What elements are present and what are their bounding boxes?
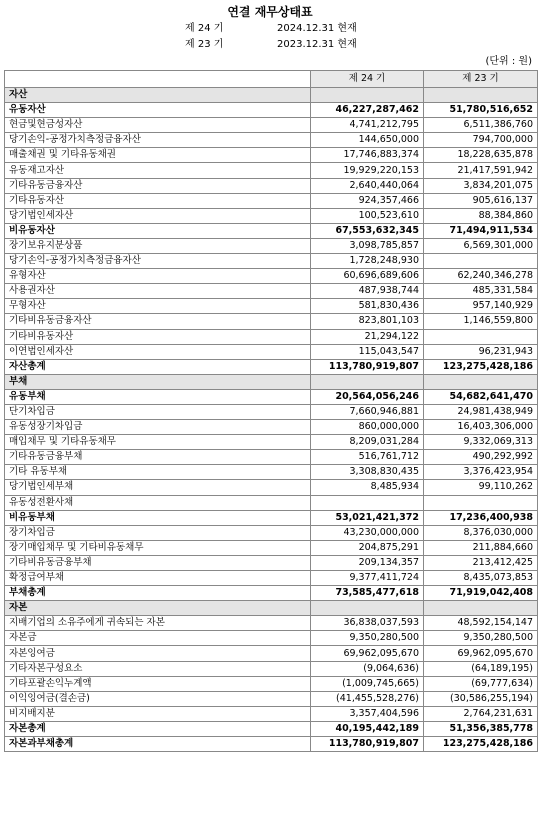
value-current-period: 113,780,919,807 [311, 359, 424, 374]
account-name: 현금및현금성자산 [5, 118, 311, 133]
table-row [5, 374, 538, 389]
value-prior-period: 2,764,231,631 [424, 706, 538, 721]
value-current-period: 19,929,220,153 [311, 163, 424, 178]
value-current-period: 69,962,095,670 [311, 646, 424, 661]
value-prior-period [424, 254, 538, 269]
value-current-period: 46,227,287,462 [311, 103, 424, 118]
table-row [5, 223, 538, 238]
value-current-period [311, 374, 424, 389]
table-row [5, 299, 538, 314]
value-current-period: 144,650,000 [311, 133, 424, 148]
value-current-period: 113,780,919,807 [311, 737, 424, 752]
period-prior-label: 제 23 기 [185, 39, 224, 50]
period-current-date: 2024.12.31 현재 [277, 23, 357, 34]
table-row [5, 314, 538, 329]
value-current-period: 3,098,785,857 [311, 238, 424, 253]
table-row [5, 344, 538, 359]
table-row [5, 525, 538, 540]
value-prior-period: 123,275,428,186 [424, 737, 538, 752]
account-name: 유형자산 [5, 269, 311, 284]
value-current-period: 53,021,421,372 [311, 510, 424, 525]
table-row [5, 465, 538, 480]
table-row [5, 435, 538, 450]
table-row [5, 737, 538, 752]
value-prior-period: 24,981,438,949 [424, 404, 538, 419]
value-current-period: 8,209,031,284 [311, 435, 424, 450]
value-prior-period: (64,189,195) [424, 661, 538, 676]
value-current-period: 17,746,883,374 [311, 148, 424, 163]
value-prior-period: 99,110,262 [424, 480, 538, 495]
value-prior-period: 51,356,385,778 [424, 721, 538, 736]
table-row [5, 721, 538, 736]
account-name: 기타포괄손익누계액 [5, 676, 311, 691]
value-current-period: 9,350,280,500 [311, 631, 424, 646]
account-name: 기타비유동금융부채 [5, 555, 311, 570]
account-name: 기타자본구성요소 [5, 661, 311, 676]
header-account [5, 71, 311, 88]
table-row [5, 495, 538, 510]
value-prior-period: 51,780,516,652 [424, 103, 538, 118]
table-row [5, 676, 538, 691]
value-prior-period: 21,417,591,942 [424, 163, 538, 178]
account-name: 기타유동금융자산 [5, 178, 311, 193]
value-current-period [311, 88, 424, 103]
value-current-period: 43,230,000,000 [311, 525, 424, 540]
table-row [5, 329, 538, 344]
value-prior-period: 71,919,042,408 [424, 586, 538, 601]
statement-title: 연결 재무상태표 [227, 5, 313, 19]
value-prior-period: 485,331,584 [424, 284, 538, 299]
account-name: 매입채무 및 기타유동채무 [5, 435, 311, 450]
value-prior-period: 213,412,425 [424, 555, 538, 570]
value-prior-period [424, 88, 538, 103]
account-name: 비지배지분 [5, 706, 311, 721]
value-current-period: 487,938,744 [311, 284, 424, 299]
table-row [5, 631, 538, 646]
period-prior-date: 2023.12.31 현재 [277, 39, 357, 50]
value-current-period: 73,585,477,618 [311, 586, 424, 601]
value-current-period: 209,134,357 [311, 555, 424, 570]
balance-sheet-table [4, 70, 538, 752]
account-name: 매출채권 및 기타유동채권 [5, 148, 311, 163]
value-current-period: (1,009,745,665) [311, 676, 424, 691]
value-prior-period: 69,962,095,670 [424, 646, 538, 661]
table-row [5, 420, 538, 435]
table-row [5, 571, 538, 586]
value-current-period: 7,660,946,881 [311, 404, 424, 419]
account-name: 부채 [5, 374, 311, 389]
account-name: 당기손익-공정가치측정금융자산 [5, 133, 311, 148]
table-row [5, 404, 538, 419]
unit-label: (단위 : 원) [485, 56, 532, 67]
table-row [5, 555, 538, 570]
account-name: 사용권자산 [5, 284, 311, 299]
value-current-period: 115,043,547 [311, 344, 424, 359]
value-current-period: 924,357,466 [311, 193, 424, 208]
table-row [5, 103, 538, 118]
account-name: 당기법인세부채 [5, 480, 311, 495]
account-name: 기타비유동자산 [5, 329, 311, 344]
account-name: 장기보유지분상품 [5, 238, 311, 253]
account-name: 기타유동금융부채 [5, 450, 311, 465]
table-row [5, 118, 538, 133]
table-row [5, 601, 538, 616]
account-name: 유동재고자산 [5, 163, 311, 178]
value-current-period: 40,195,442,189 [311, 721, 424, 736]
account-name: 비유동부채 [5, 510, 311, 525]
value-prior-period: 1,146,559,800 [424, 314, 538, 329]
table-row [5, 480, 538, 495]
value-current-period: 204,875,291 [311, 540, 424, 555]
account-name: 유동자산 [5, 103, 311, 118]
value-current-period: 8,485,934 [311, 480, 424, 495]
account-name: 이연법인세자산 [5, 344, 311, 359]
header-current-period: 제 24 기 [311, 71, 424, 88]
value-prior-period: 62,240,346,278 [424, 269, 538, 284]
value-prior-period: 88,384,860 [424, 208, 538, 223]
value-prior-period: 48,592,154,147 [424, 616, 538, 631]
value-prior-period [424, 329, 538, 344]
value-prior-period [424, 374, 538, 389]
value-current-period: 4,741,212,795 [311, 118, 424, 133]
account-name: 장기차입금 [5, 525, 311, 540]
account-name: 무형자산 [5, 299, 311, 314]
value-prior-period: 211,884,660 [424, 540, 538, 555]
value-current-period: 100,523,610 [311, 208, 424, 223]
account-name: 장기매입채무 및 기타비유동채무 [5, 540, 311, 555]
table-row [5, 284, 538, 299]
table-row [5, 88, 538, 103]
table-row [5, 359, 538, 374]
value-prior-period: 6,569,301,000 [424, 238, 538, 253]
value-prior-period: 9,350,280,500 [424, 631, 538, 646]
value-prior-period: 8,435,073,853 [424, 571, 538, 586]
value-prior-period [424, 601, 538, 616]
account-name: 자본 [5, 601, 311, 616]
value-prior-period: 123,275,428,186 [424, 359, 538, 374]
value-current-period [311, 495, 424, 510]
value-current-period: 67,553,632,345 [311, 223, 424, 238]
table-row [5, 616, 538, 631]
account-name: 유동성장기차입금 [5, 420, 311, 435]
table-row [5, 389, 538, 404]
table-row [5, 178, 538, 193]
value-prior-period: 6,511,386,760 [424, 118, 538, 133]
value-prior-period: 54,682,641,470 [424, 389, 538, 404]
account-name: 이익잉여금(결손금) [5, 691, 311, 706]
value-prior-period: 794,700,000 [424, 133, 538, 148]
value-current-period: (9,064,636) [311, 661, 424, 676]
value-prior-period: 17,236,400,938 [424, 510, 538, 525]
account-name: 당기법인세자산 [5, 208, 311, 223]
table-header-row [5, 71, 538, 88]
table-row [5, 148, 538, 163]
value-prior-period: 16,403,306,000 [424, 420, 538, 435]
header-prior-period: 제 23 기 [424, 71, 538, 88]
value-current-period: 60,696,689,606 [311, 269, 424, 284]
value-prior-period: 957,140,929 [424, 299, 538, 314]
value-prior-period: 905,616,137 [424, 193, 538, 208]
value-prior-period: (69,777,634) [424, 676, 538, 691]
value-prior-period: (30,586,255,194) [424, 691, 538, 706]
table-row [5, 163, 538, 178]
value-current-period: 860,000,000 [311, 420, 424, 435]
account-name: 자본과부채총계 [5, 737, 311, 752]
value-current-period [311, 601, 424, 616]
value-prior-period: 18,228,635,878 [424, 148, 538, 163]
value-current-period: 3,308,830,435 [311, 465, 424, 480]
table-row [5, 208, 538, 223]
account-name: 기타비유동금융자산 [5, 314, 311, 329]
value-current-period: 3,357,404,596 [311, 706, 424, 721]
table-row [5, 254, 538, 269]
value-prior-period: 71,494,911,534 [424, 223, 538, 238]
account-name: 자본잉여금 [5, 646, 311, 661]
account-name: 비유동자산 [5, 223, 311, 238]
table-row [5, 269, 538, 284]
account-name: 기타 유동부채 [5, 465, 311, 480]
account-name: 부채총계 [5, 586, 311, 601]
table-row [5, 586, 538, 601]
table-row [5, 238, 538, 253]
account-name: 유동부채 [5, 389, 311, 404]
account-name: 자산 [5, 88, 311, 103]
account-name: 당기손익-공정가치측정금융자산 [5, 254, 311, 269]
value-prior-period: 3,834,201,075 [424, 178, 538, 193]
account-name: 자본금 [5, 631, 311, 646]
table-row [5, 691, 538, 706]
value-current-period: 20,564,056,246 [311, 389, 424, 404]
value-prior-period: 3,376,423,954 [424, 465, 538, 480]
value-prior-period: 9,332,069,313 [424, 435, 538, 450]
value-prior-period: 96,231,943 [424, 344, 538, 359]
table-row [5, 510, 538, 525]
account-name: 기타유동자산 [5, 193, 311, 208]
table-row [5, 646, 538, 661]
value-current-period: 9,377,411,724 [311, 571, 424, 586]
value-current-period: 581,830,436 [311, 299, 424, 314]
table-body [5, 88, 538, 752]
value-current-period: 2,640,440,064 [311, 178, 424, 193]
account-name: 지배기업의 소유주에게 귀속되는 자본 [5, 616, 311, 631]
value-prior-period: 8,376,030,000 [424, 525, 538, 540]
account-name: 자산총계 [5, 359, 311, 374]
account-name: 유동성전환사채 [5, 495, 311, 510]
table-row [5, 706, 538, 721]
table-row [5, 133, 538, 148]
account-name: 확정급여부채 [5, 571, 311, 586]
value-current-period: 1,728,248,930 [311, 254, 424, 269]
value-prior-period [424, 495, 538, 510]
table-row [5, 540, 538, 555]
period-current-label: 제 24 기 [185, 23, 224, 34]
table-row [5, 450, 538, 465]
table-row [5, 193, 538, 208]
value-current-period: 516,761,712 [311, 450, 424, 465]
account-name: 자본총계 [5, 721, 311, 736]
value-current-period: 823,801,103 [311, 314, 424, 329]
value-prior-period: 490,292,992 [424, 450, 538, 465]
value-current-period: 36,838,037,593 [311, 616, 424, 631]
value-current-period: (41,455,528,276) [311, 691, 424, 706]
table-row [5, 661, 538, 676]
value-current-period: 21,294,122 [311, 329, 424, 344]
account-name: 단기차입금 [5, 404, 311, 419]
